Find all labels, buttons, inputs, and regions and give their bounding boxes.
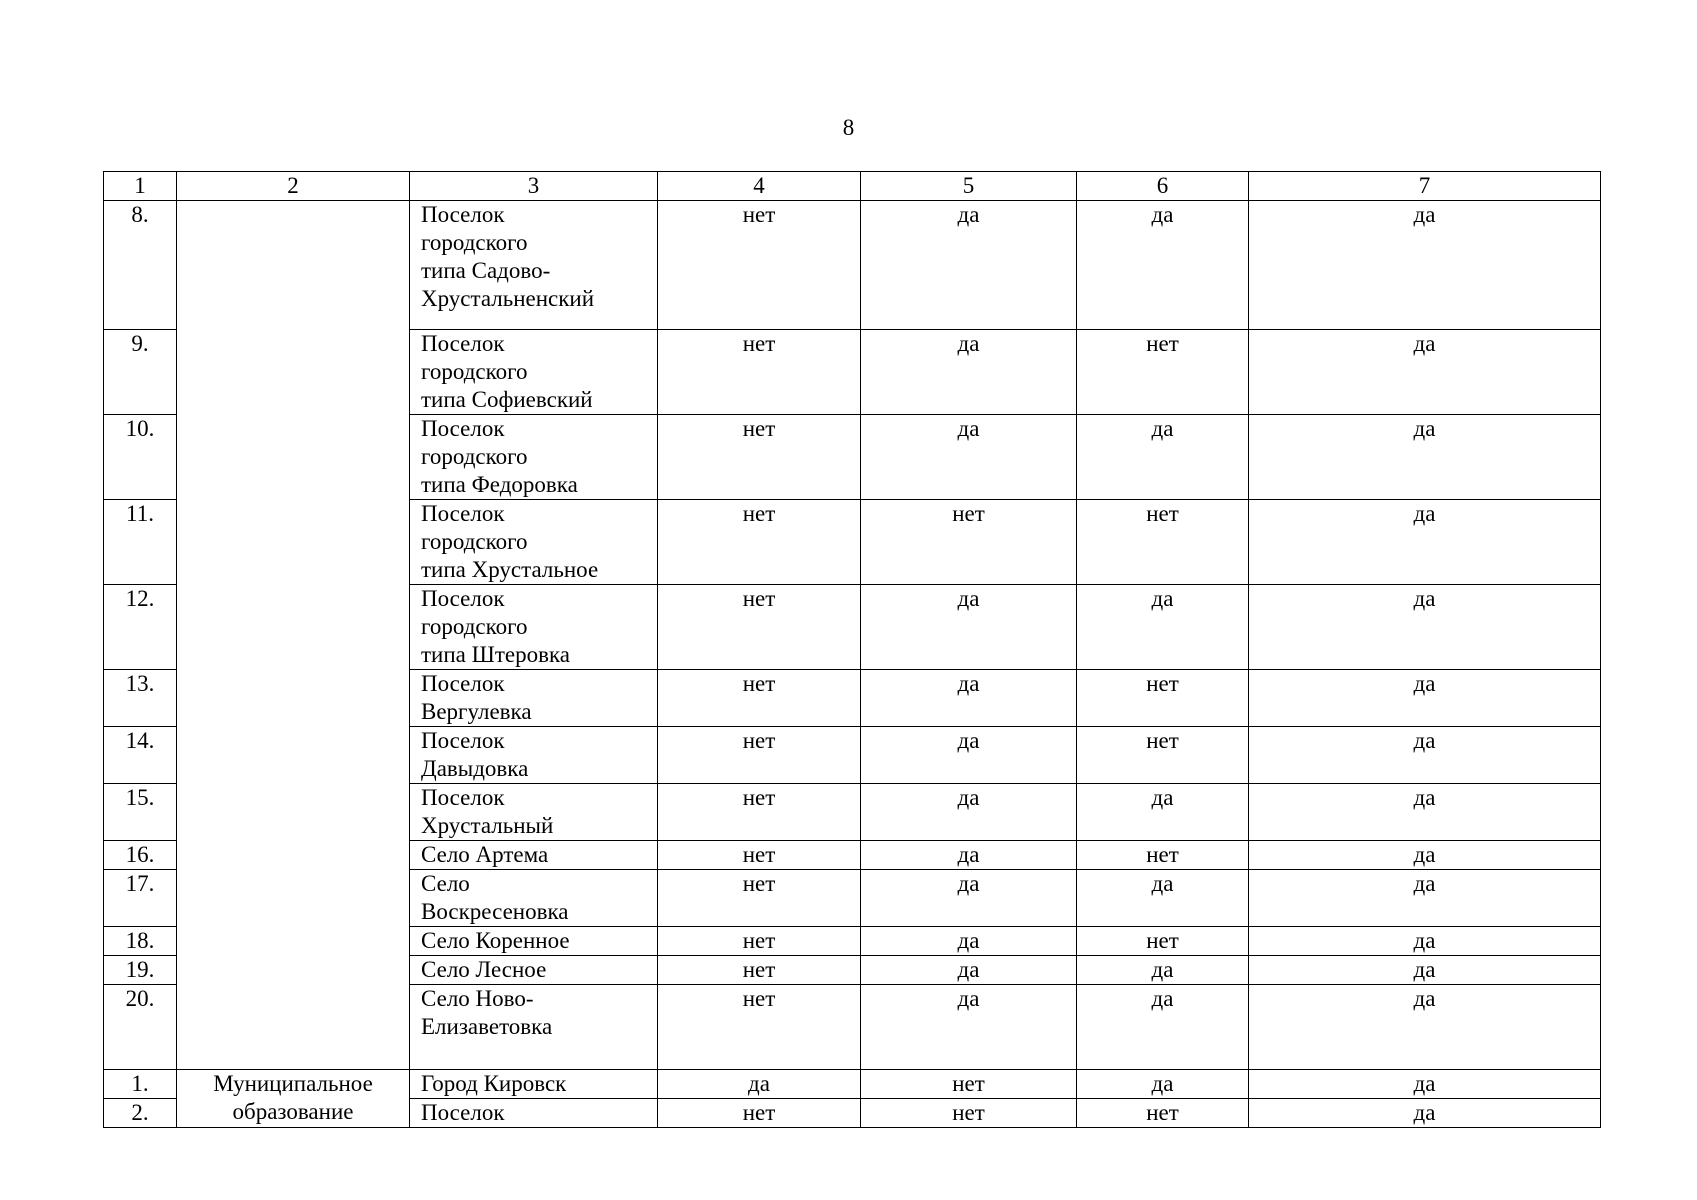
settlement-name: Село Артема <box>410 841 658 870</box>
cell-col7: да <box>1249 784 1601 841</box>
cell-col7: да <box>1249 1099 1601 1128</box>
cell-col5: да <box>861 727 1077 784</box>
cell-col6: нет <box>1077 1099 1249 1128</box>
header-row <box>104 172 1601 201</box>
cell-col6: нет <box>1077 727 1249 784</box>
table-row <box>104 201 1601 330</box>
settlement-name: Город Кировск <box>410 1070 658 1099</box>
cell-col5: да <box>861 784 1077 841</box>
cell-col5: да <box>861 956 1077 985</box>
cell-col6: нет <box>1077 330 1249 415</box>
cell-col7: да <box>1249 500 1601 585</box>
settlement-name: Поселок Хрустальный <box>410 784 658 841</box>
municipality-name: Муниципальное образование <box>177 1070 410 1128</box>
cell-col4: нет <box>658 415 861 500</box>
row-number: 9. <box>104 330 177 415</box>
settlement-name: Поселок <box>410 1099 658 1128</box>
cell-col4: нет <box>658 956 861 985</box>
settlement-name: Село Коренное <box>410 927 658 956</box>
cell-col5: нет <box>861 500 1077 585</box>
row-number: 18. <box>104 927 177 956</box>
cell-col5: да <box>861 985 1077 1070</box>
row-number: 15. <box>104 784 177 841</box>
cell-col4: нет <box>658 927 861 956</box>
cell-col7: да <box>1249 956 1601 985</box>
cell-col5: да <box>861 201 1077 330</box>
cell-col5: да <box>861 415 1077 500</box>
cell-col6: нет <box>1077 670 1249 727</box>
settlement-name: Село Воскресеновка <box>410 870 658 927</box>
cell-col7: да <box>1249 927 1601 956</box>
row-number: 13. <box>104 670 177 727</box>
header-cell: 7 <box>1249 172 1601 201</box>
row-number: 11. <box>104 500 177 585</box>
cell-col4: нет <box>658 784 861 841</box>
header-cell: 1 <box>104 172 177 201</box>
settlement-name: Поселок Вергулевка <box>410 670 658 727</box>
row-number: 10. <box>104 415 177 500</box>
page-number: 8 <box>842 115 855 140</box>
cell-col5: нет <box>861 1099 1077 1128</box>
cell-col6: нет <box>1077 500 1249 585</box>
cell-col7: да <box>1249 1070 1601 1099</box>
cell-col6: да <box>1077 870 1249 927</box>
cell-col4: нет <box>658 870 861 927</box>
cell-col6: да <box>1077 784 1249 841</box>
municipality-cell-empty <box>177 201 410 1070</box>
cell-col4: нет <box>658 585 861 670</box>
cell-col4: нет <box>658 1099 861 1128</box>
cell-col6: да <box>1077 415 1249 500</box>
cell-col5: да <box>861 585 1077 670</box>
cell-col5: да <box>861 330 1077 415</box>
cell-col6: да <box>1077 585 1249 670</box>
settlement-name: Село Лесное <box>410 956 658 985</box>
cell-col7: да <box>1249 841 1601 870</box>
cell-col6: нет <box>1077 841 1249 870</box>
table-row <box>104 1070 1601 1099</box>
cell-col4: нет <box>658 500 861 585</box>
header-cell: 5 <box>861 172 1077 201</box>
cell-col6: да <box>1077 1070 1249 1099</box>
cell-col5: да <box>861 927 1077 956</box>
row-number: 19. <box>104 956 177 985</box>
header-cell: 6 <box>1077 172 1249 201</box>
cell-col5: нет <box>861 1070 1077 1099</box>
settlement-name: Поселок городского типа Садово- Хрустальненский <box>410 201 658 330</box>
row-number: 20. <box>104 985 177 1070</box>
cell-col6: да <box>1077 985 1249 1070</box>
cell-col7: да <box>1249 670 1601 727</box>
cell-col7: да <box>1249 870 1601 927</box>
settlements-table <box>103 171 1601 1128</box>
cell-col5: да <box>861 670 1077 727</box>
header-cell: 3 <box>410 172 658 201</box>
cell-col4: да <box>658 1070 861 1099</box>
cell-col6: да <box>1077 201 1249 330</box>
cell-col4: нет <box>658 841 861 870</box>
row-number: 1. <box>104 1070 177 1099</box>
cell-col7: да <box>1249 201 1601 330</box>
cell-col7: да <box>1249 330 1601 415</box>
row-number: 14. <box>104 727 177 784</box>
header-cell: 2 <box>177 172 410 201</box>
settlement-name: Село Ново- Елизаветовка <box>410 985 658 1070</box>
settlement-name: Поселок городского типа Софиевский <box>410 330 658 415</box>
settlement-name: Поселок городского типа Хрустальное <box>410 500 658 585</box>
header-cell: 4 <box>658 172 861 201</box>
cell-col6: нет <box>1077 927 1249 956</box>
settlement-name: Поселок городского типа Штеровка <box>410 585 658 670</box>
cell-col4: нет <box>658 330 861 415</box>
cell-col4: нет <box>658 201 861 330</box>
cell-col5: да <box>861 841 1077 870</box>
cell-col4: нет <box>658 985 861 1070</box>
cell-col5: да <box>861 870 1077 927</box>
row-number: 2. <box>104 1099 177 1128</box>
cell-col4: нет <box>658 727 861 784</box>
row-number: 12. <box>104 585 177 670</box>
cell-col7: да <box>1249 985 1601 1070</box>
row-number: 17. <box>104 870 177 927</box>
cell-col7: да <box>1249 415 1601 500</box>
cell-col6: да <box>1077 956 1249 985</box>
cell-col7: да <box>1249 585 1601 670</box>
settlement-name: Поселок Давыдовка <box>410 727 658 784</box>
row-number: 16. <box>104 841 177 870</box>
row-number: 8. <box>104 201 177 330</box>
settlement-name: Поселок городского типа Федоровка <box>410 415 658 500</box>
cell-col7: да <box>1249 727 1601 784</box>
cell-col4: нет <box>658 670 861 727</box>
